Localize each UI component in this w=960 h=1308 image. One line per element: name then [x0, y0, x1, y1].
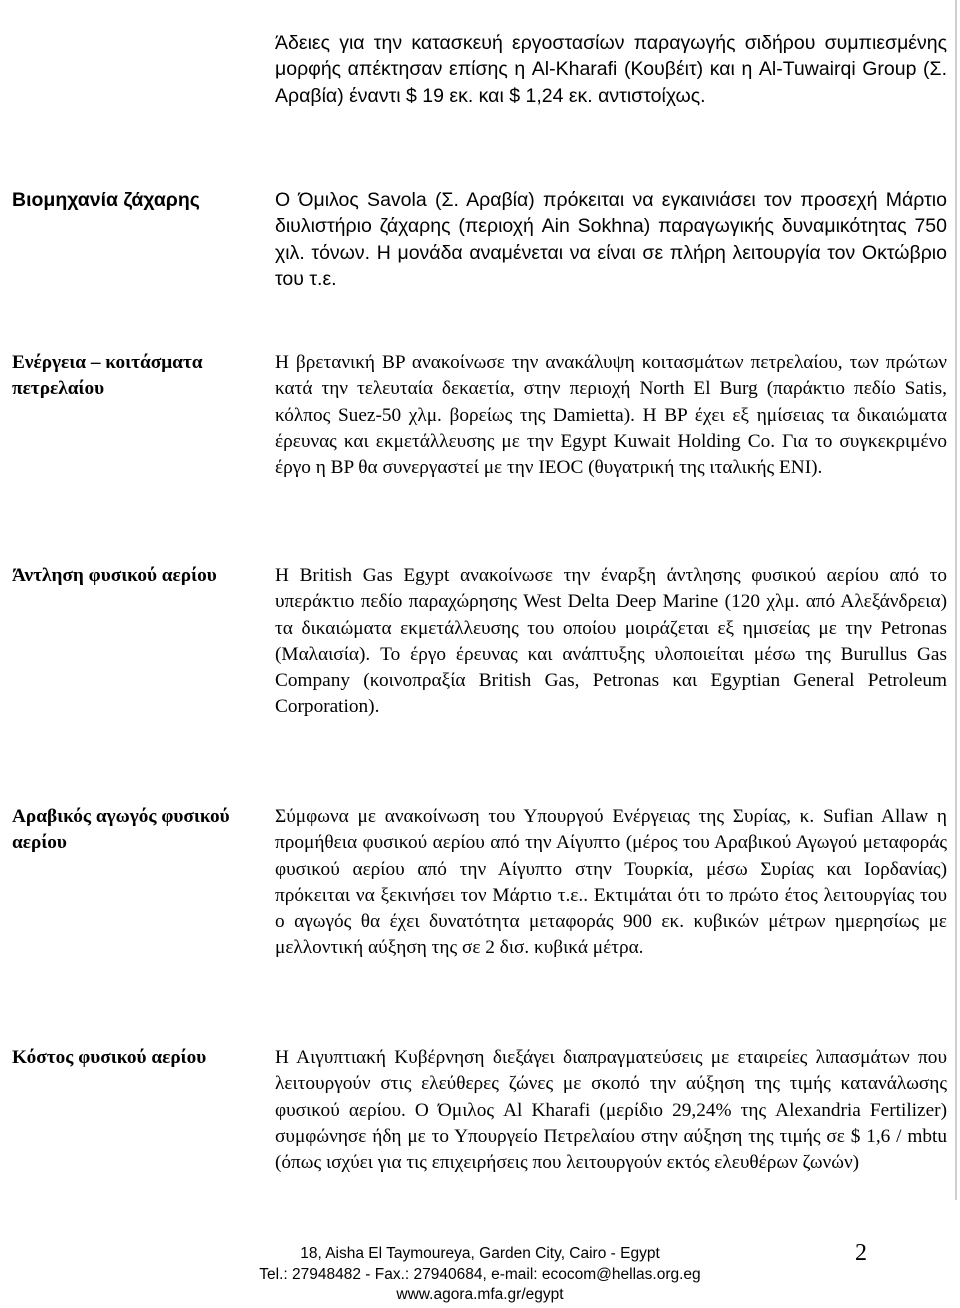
- page-number: 2: [855, 1240, 867, 1266]
- section-text: Ο Όμιλος Savola (Σ. Αραβία) πρόκειται να εγκαινιάσει τον προσεχή Μάρτιο διυλιστήριο ζάχαρης (περιοχή Ain Sokhna) παραγωγικής δυναμικότητας 750 χιλ. τόνων. Η μονάδα αναμένεται να είναι σε πλήρη λειτουργία τον Οκτώβριο του τ.ε.: [275, 189, 947, 290]
- section-label: Κόστος φυσικού αερίου: [12, 1047, 207, 1068]
- footer-contact-block: [0, 1244, 960, 1306]
- section-text: Η Αιγυπτιακή Κυβέρνηση διεξάγει διαπραγματεύσεις με εταιρείες λιπασμάτων που λειτουργούν στις ελεύθερες ζώνες με σκοπό την αύξηση της τιμής κατανάλωσης φυσικού αερίου. Ο Όμιλος Al Kharafi (μερίδιο 29,24% της Alexandria Fertilizer) συμφώνησε ήδη με το Υπουργείο Πετρελαίου στην αύξηση της τιμής σε $ 1,6 / mbtu (όπως ισχύει για τις επιχειρήσεις που λειτουργούν εκτός ελευθέρων ζωνών): [275, 1047, 947, 1174]
- footer-contact: Tel.: 27948482 - Fax.: 27940684, e-mail: ecocom@hellas.org.eg: [259, 1265, 701, 1283]
- section-label: Αραβικός αγωγός φυσικού αερίου: [12, 806, 230, 854]
- page-footer: [0, 1240, 960, 1308]
- footer-address: 18, Aisha El Taymoureya, Garden City, Cairo - Egypt: [300, 1245, 660, 1262]
- section-label: Άντληση φυσικού αερίου: [12, 565, 217, 586]
- section-label: Βιομηχανία ζάχαρης: [12, 189, 200, 211]
- section-text: Η British Gas Egypt ανακοίνωσε την έναρξη άντλησης φυσικού αερίου από το υπεράκτιο πεδίο παραχώρησης West Delta Deep Marine (120 χλμ. από Αλεξάνδρεια) τα δικαιώματα εκμετάλλευσης του οποίου μοιράζεται εξ ημισείας με την Petronas (Μαλαισία). Το έργο έρευνας και ανάπτυξης υλοποιείται μέσω της Burullus Gas Company (κοινοπραξία British Gas, Petronas και Egyptian General Petroleum Corporation).: [275, 565, 947, 718]
- section-text: Η βρετανική BP ανακοίνωσε την ανακάλυψη κοιτασμάτων πετρελαίου, των πρώτων κατά την τελευταία δεκαετία, στην περιοχή North El Burg (παράκτιο πεδίο Satis, κόλπος Suez-50 χλμ. βορείως της Damietta). Η BP έχει εξ ημίσειας τα δικαιώματα έρευνας και εκμετάλλευσης με την Egypt Kuwait Holding Co. Για το συγκεκριμένο έργο η BP θα συνεργαστεί με την IEOC (θυγατρική της ιταλικής ENI).: [275, 352, 947, 479]
- page-edge-rule: [955, 0, 957, 1200]
- section-label: Ενέργεια – κοιτάσματα πετρελαίου: [12, 352, 203, 400]
- section-text: Σύμφωνα με ανακοίνωση του Υπουργού Ενέργειας της Συρίας, κ. Sufian Allaw η προμήθεια φυσικού αερίου από την Αίγυπτο (μέρος του Αραβικού Αγωγού μεταφοράς φυσικού αερίου από την Αίγυπτο στην Τουρκία, μέσω Συρίας και Ιορδανίας) πρόκειται να ξεκινήσει τον Μάρτιο τ.ε.. Εκτιμάται ότι το πρώτο έτος λειτουργίας του ο αγωγός θα έχει δυνατότητα μεταφοράς 900 εκ. κυβικών μέτρων ημερησίως με μελλοντική αύξηση της σε 2 δισ. κυβικά μέτρα.: [275, 806, 947, 959]
- footer-website-link[interactable]: www.agora.mfa.gr/egypt: [396, 1286, 564, 1303]
- intro-paragraph: Άδειες για την κατασκευή εργοστασίων παραγωγής σιδήρου συμπιεσμένης μορφής απέκτησαν επίσης η Al-Kharafi (Κουβέιτ) και η Al-Tuwairqi Group (Σ. Αραβία) έναντι $ 19 εκ. και $ 1,24 εκ. αντιστοίχως.: [275, 32, 947, 107]
